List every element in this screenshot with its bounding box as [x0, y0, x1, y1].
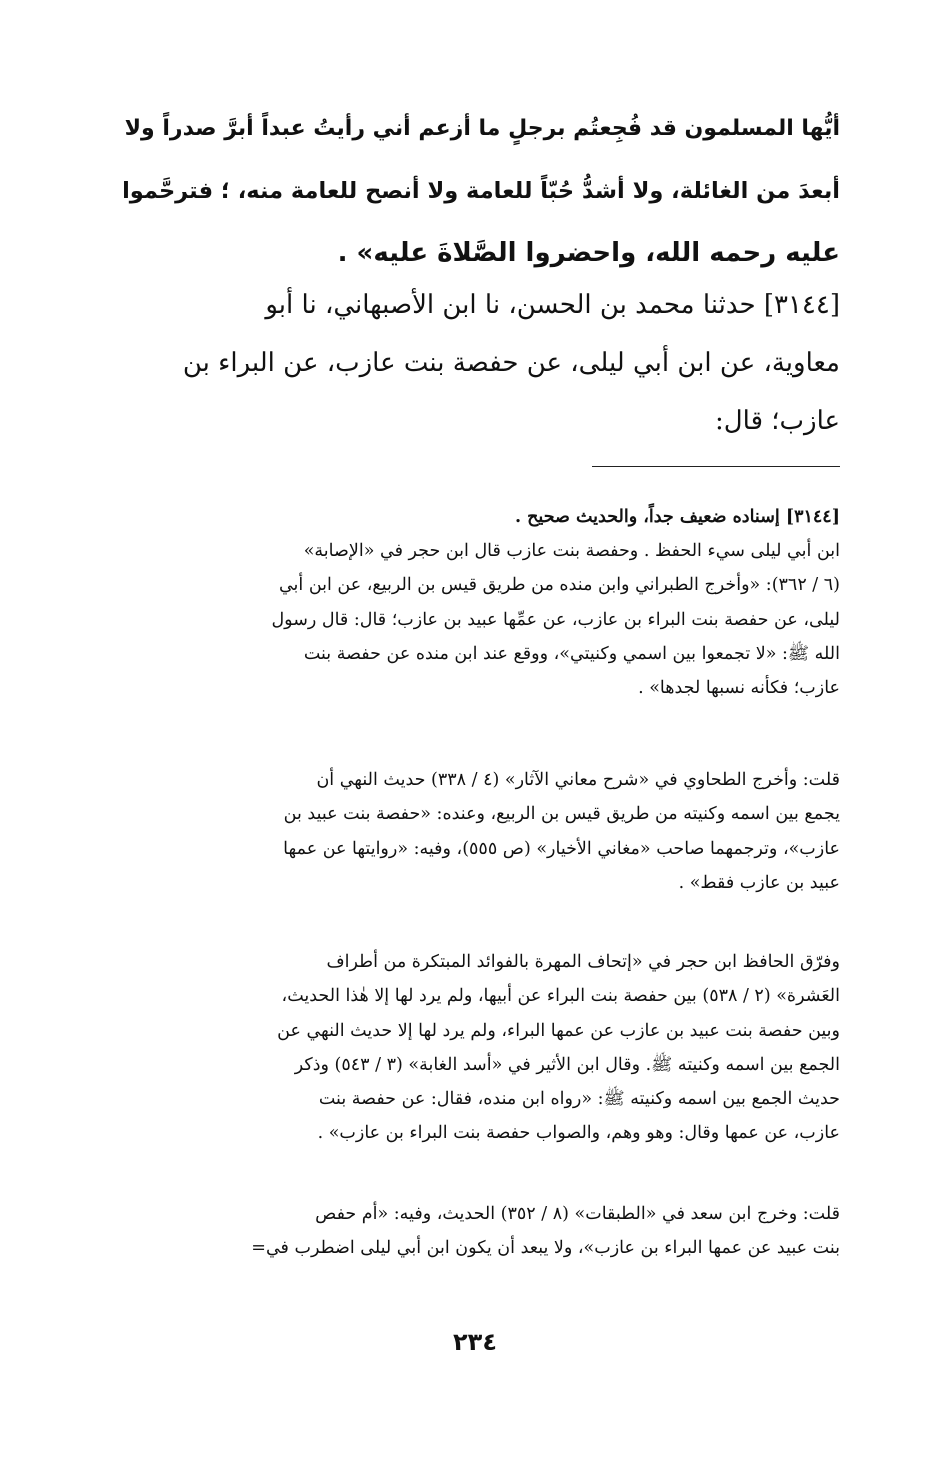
footnote-paragraph-2	[118, 763, 840, 900]
text-line: معاوية، عن ابن أبي ليلى، عن حفصة بنت عازب، عن البراء بن	[182, 348, 840, 378]
text-line: [٣١٤٤] حدثنا محمد بن الحسن، نا ابن الأصبهاني، نا أبو	[265, 290, 840, 320]
page-number: ٢٣٤	[453, 1328, 497, 1356]
text-line: [٣١٤٤] إسناده ضعيف جداً، والحديث صحيح .	[514, 507, 840, 527]
text-line: ليلى، عن حفصة بنت البراء بن عازب، عن عمِّها عبيد بن عازب؛ قال: قال رسول	[271, 609, 840, 630]
footnote-paragraph-4	[118, 1197, 840, 1266]
text-line: عازب، عن عمها وقال: وهو وهم، والصواب حفصة بنت البراء بن عازب» .	[317, 1123, 840, 1144]
text-line: أبعدَ من الغائلة، ولا أشدُّ حُبّاً للعامة ولا أنصح للعامة منه، ؛ فترحَّموا	[122, 178, 840, 204]
hadith-3144-paragraph	[118, 276, 840, 450]
text-line: وبين حفصة بنت عبيد بن عازب عن عمها البراء، ولم يرد لها إلا حديث النهي عن	[277, 1020, 840, 1041]
text-line: العَشرة» (٢ / ٥٣٨) بين حفصة بنت البراء عن أبيها، ولم يرد لها إلا هٰذا الحديث،	[281, 986, 840, 1007]
footnote-paragraph-1	[118, 534, 840, 705]
text-line: بنت عبيد عن عمها البراء بن عازب»، ولا يبعد أن يكون ابن أبي ليلى اضطرب في=	[251, 1238, 840, 1259]
text-line: قلت: وخرج ابن سعد في «الطبقات» (٨ / ٣٥٢) الحديث، وفيه: «أم حفص	[315, 1204, 840, 1224]
text-line: ابن أبي ليلى سيء الحفظ . وحفصة بنت عازب قال ابن حجر في «الإصابة»	[303, 541, 840, 561]
text-line: قلت: وأخرج الطحاوي في «شرح معاني الآثار» (٤ / ٣٣٨) حديث النهي أن	[316, 770, 840, 790]
text-line: عازب»، وترجمهما صاحب «مغاني الأخيار» (ص ٥٥٥)، وفيه: «روايتها عن عمها	[283, 838, 840, 859]
text-line: وفرّق الحافظ ابن حجر في «إتحاف المهرة بالفوائد المبتكرة من أطراف	[326, 952, 840, 972]
quoted-eulogy-paragraph	[118, 98, 840, 284]
footnote-paragraph-3	[118, 945, 840, 1151]
footnote-separator	[592, 466, 840, 467]
text-line: أيُّها المسلمون قد فُجِعتُم برجلٍ ما أزعم أني رأيتُ عبداً أبرَّ صدراً ولا	[124, 116, 840, 141]
text-line: حديث الجمع بين اسمه وكنيته ﷺ: «رواه ابن منده، فقال: عن حفصة بنت	[318, 1089, 840, 1110]
text-line: الله ﷺ: «لا تجمعوا بين اسمي وكنيتي»، ووقع عند ابن منده عن حفصة بنت	[303, 643, 840, 664]
text-line: عليه رحمه الله، واحضروا الصَّلاةَ عليه» .	[337, 238, 840, 268]
text-line: عازب؛ فكأنه نسبها لجدها» .	[638, 678, 840, 699]
text-line: (٦ / ٣٦٢): «وأخرج الطبراني وابن منده من طريق قيس بن الربيع، عن ابن أبي	[278, 575, 840, 596]
text-line: عازب؛ قال:	[715, 406, 840, 436]
text-line: الجمع بين اسمه وكنيته ﷺ. وقال ابن الأثير في «أسد الغابة» (٣ / ٥٤٣) وذكر	[294, 1054, 840, 1075]
text-line: يجمع بين اسمه وكنيته من طريق قيس بن الربيع، وعنده: «حفصة بنت عبيد بن	[283, 804, 840, 825]
text-line: عبيد بن عازب فقط» .	[678, 872, 840, 893]
footnote-heading	[118, 500, 840, 534]
